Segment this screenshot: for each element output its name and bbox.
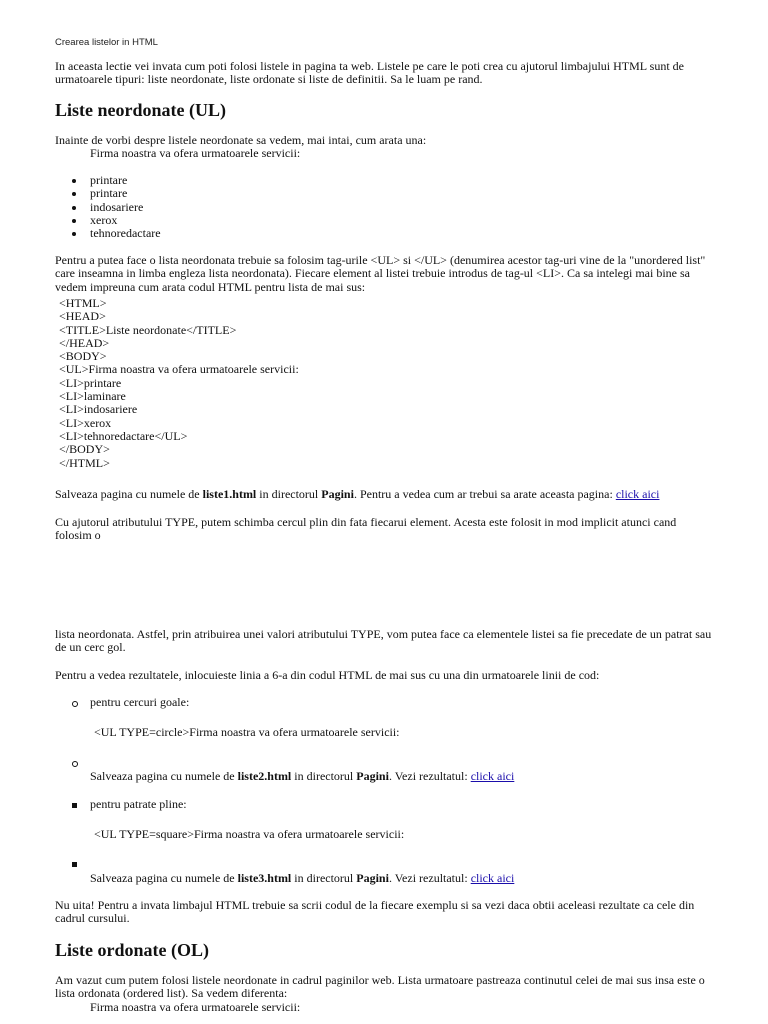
- code-line: </HTML>: [59, 455, 110, 470]
- circle-bullet-icon: [72, 761, 78, 767]
- ul-explain-paragraph: Pentru a putea face o lista neordonata trebuie sa folosim tag-urile <UL> si </UL> (denumirea acestor tag-uri vine de la "unordered list" care inseamna in limba engleza lista neordonata). Fiecare element al listei trebuie introdus de tag-ul <LI>. Ca sa intelegi mai bine sa vedem impreuna cum arata codul HTML pentru lista de mai sus:: [55, 253, 706, 294]
- code-line: <BODY>: [59, 349, 107, 364]
- ul-example-list: [72, 174, 161, 240]
- save-text: . Vezi rezultatul:: [388, 769, 471, 783]
- document-title: Crearea listelor in HTML: [55, 37, 158, 48]
- save-instruction-1: [55, 488, 715, 501]
- circle-option-label: pentru cercuri goale:: [90, 695, 190, 709]
- save-text: in directorul: [291, 769, 357, 783]
- reminder-paragraph: Nu uita! Pentru a invata limbajul HTML trebuie sa scrii codul de la fiecare exemplu si sa vezi daca obtii aceleasi rezultate ca cele din cadrul cursului.: [55, 898, 695, 926]
- list-item: indosariere: [72, 201, 161, 214]
- filename: liste3.html: [237, 871, 292, 885]
- directory-name: Pagini: [356, 769, 389, 783]
- circle-code-line: <UL TYPE=circle>Firma noastra va ofera urmatoarele servicii:: [94, 725, 400, 739]
- circle-bullet-icon: [72, 701, 78, 707]
- list-item: tehnoredactare: [72, 227, 161, 240]
- square-option-label: pentru patrate pline:: [90, 797, 187, 811]
- code-line: <UL>Firma noastra va ofera urmatoarele servicii:: [59, 362, 299, 377]
- list-item: xerox: [72, 214, 161, 227]
- square-code-line: <UL TYPE=square>Firma noastra va ofera urmatoarele servicii:: [94, 827, 405, 841]
- code-line: <LI>printare: [59, 375, 122, 390]
- save-text: . Vezi rezultatul:: [388, 871, 471, 885]
- directory-name: Pagini: [356, 871, 389, 885]
- ol-lead-paragraph: Am vazut cum putem folosi listele neordonate in cadrul paginilor web. Lista urmatoare pastreaza continutul celei de mai sus insa este o lista ordonata (ordered list). Sa vedem diferenta:: [55, 973, 705, 1001]
- click-here-link[interactable]: click aici: [470, 871, 515, 885]
- save-text: in directorul: [291, 871, 357, 885]
- code-line: <TITLE>Liste neordonate</TITLE>: [59, 322, 237, 337]
- code-line: </HEAD>: [59, 335, 110, 350]
- code-line: </BODY>: [59, 442, 110, 457]
- list-item: printare: [72, 187, 161, 200]
- ul-example-caption: Firma noastra va ofera urmatoarele servicii:: [90, 146, 301, 160]
- square-bullet-icon: [72, 803, 77, 808]
- directory-name: Pagini: [321, 487, 354, 501]
- save-text: Salveaza pagina cu numele de: [90, 769, 238, 783]
- click-here-link[interactable]: click aici: [615, 487, 660, 501]
- code-line: <HEAD>: [59, 309, 106, 324]
- ul-lead-paragraph: Inainte de vorbi despre listele neordonate sa vedem, mai intai, cum arata una:: [55, 133, 427, 147]
- square-bullet-icon: [72, 862, 77, 867]
- save-text: Salveaza pagina cu numele de: [55, 487, 203, 501]
- code-line: <LI>tehnoredactare</UL>: [59, 428, 188, 443]
- filename: liste2.html: [237, 769, 292, 783]
- code-line: <LI>xerox: [59, 415, 112, 430]
- results-intro-paragraph: Pentru a vedea rezultatele, inlocuieste linia a 6-a din codul HTML de mai sus cu una din urmatoarele linii de cod:: [55, 668, 600, 682]
- html-code-block: [59, 297, 299, 470]
- click-here-link[interactable]: click aici: [470, 769, 515, 783]
- code-line: <HTML>: [59, 296, 107, 310]
- code-line: <LI>indosariere: [59, 402, 138, 417]
- save-text: Salveaza pagina cu numele de: [90, 871, 238, 885]
- ul-section-heading: Liste neordonate (UL): [55, 100, 226, 120]
- ol-example-caption: Firma noastra va ofera urmatoarele servicii:: [90, 1000, 301, 1014]
- save-text: in directorul: [256, 487, 322, 501]
- save-instruction-2: [90, 770, 514, 783]
- type-paragraph-start: Cu ajutorul atributului TYPE, putem schimba cercul plin din fata fiecarui element. Acesta este folosit in mod implicit atunci cand folosim o: [55, 515, 677, 543]
- list-item: printare: [72, 174, 161, 187]
- type-paragraph-end: lista neordonata. Astfel, prin atribuirea unei valori atributului TYPE, vom putea face ca elementele listei sa fie precedate de un patrat sau de un cerc gol.: [55, 627, 712, 655]
- filename: liste1.html: [202, 487, 257, 501]
- save-text: . Pentru a vedea cum ar trebui sa arate aceasta pagina:: [353, 487, 616, 501]
- intro-paragraph: In aceasta lectie vei invata cum poti folosi listele in pagina ta web. Listele pe care le poti crea cu ajutorul limbajului HTML sunt de urmatoarele tipuri: liste neordonate, liste ordonate si liste de definitii. Sa le luam pe rand.: [55, 59, 685, 87]
- save-instruction-3: [90, 872, 514, 885]
- code-line: <LI>laminare: [59, 389, 126, 404]
- ol-section-heading: Liste ordonate (OL): [55, 940, 209, 960]
